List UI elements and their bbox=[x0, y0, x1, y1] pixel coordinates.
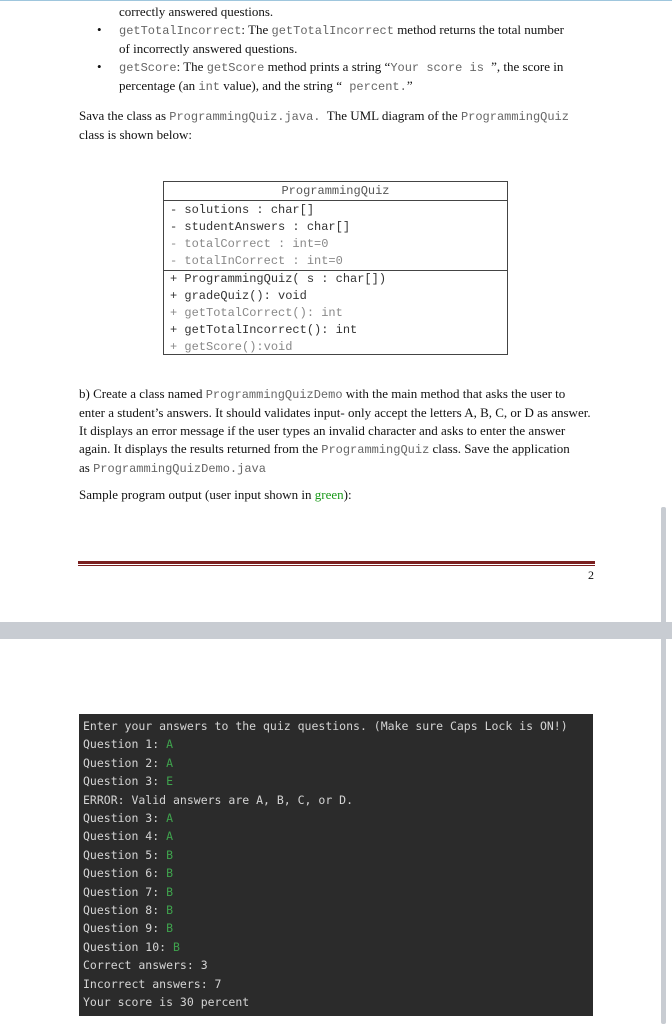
uml-method: + ProgrammingQuiz( s : char[]) bbox=[170, 272, 387, 286]
bullet-text: ” bbox=[406, 78, 413, 93]
bullet-text: method returns the total number bbox=[393, 22, 564, 37]
user-input: A bbox=[166, 737, 174, 752]
console-line bbox=[83, 956, 208, 974]
console-text: Question 10: bbox=[83, 939, 174, 954]
para-text: as bbox=[79, 460, 94, 475]
console-text: Question 3: bbox=[83, 774, 167, 789]
scrollbar[interactable] bbox=[661, 507, 666, 1024]
footer-rule-thin bbox=[78, 565, 595, 566]
save-paragraph bbox=[79, 107, 594, 144]
console-text: Question 3: bbox=[83, 811, 167, 825]
para-text: again. It displays the results returned from the bbox=[79, 441, 322, 456]
top-border bbox=[0, 0, 672, 1]
para-text: The UML diagram of the bbox=[320, 108, 461, 123]
user-input: B bbox=[166, 903, 174, 917]
console-line bbox=[83, 975, 221, 993]
para-text: with the main method that asks the user to bbox=[342, 386, 566, 401]
para-text: Sample program output (user input shown in bbox=[79, 487, 315, 502]
bullet-text: of incorrectly answered questions. bbox=[119, 41, 298, 56]
code-literal: int bbox=[198, 80, 220, 94]
console-text: Question 9: bbox=[83, 921, 167, 936]
console-line bbox=[83, 717, 568, 735]
bullet-get-total-incorrect bbox=[119, 21, 594, 58]
console-text: Question 5: bbox=[83, 847, 167, 862]
user-input: A bbox=[166, 811, 174, 825]
console-line bbox=[83, 901, 173, 919]
uml-method: + getScore():void bbox=[170, 340, 293, 354]
uml-method: + getTotalIncorrect(): int bbox=[170, 323, 358, 337]
page-number: 2 bbox=[588, 568, 594, 582]
class-name: ProgrammingQuiz bbox=[321, 443, 430, 457]
method-name: getScore bbox=[119, 61, 177, 75]
intro-line: correctly answered questions. bbox=[119, 4, 274, 19]
file-name: ProgrammingQuizDemo.java bbox=[93, 462, 266, 476]
green-word: green bbox=[314, 487, 344, 502]
bullet-dot: • bbox=[97, 22, 102, 37]
uml-methods bbox=[164, 271, 507, 356]
console-text: Question 2: bbox=[83, 755, 167, 770]
code-literal: Your score is bbox=[390, 61, 492, 75]
part-b-paragraph bbox=[79, 385, 594, 478]
para-text: class is shown below: bbox=[79, 127, 193, 142]
user-input: A bbox=[166, 755, 174, 770]
uml-method: + getTotalCorrect(): int bbox=[170, 306, 343, 320]
console-text: Correct answers: 3 bbox=[83, 958, 208, 973]
para-text: enter a student’s answers. It should validates input- only accept the letters A, B, C, or D as answer. bbox=[79, 405, 591, 420]
console-output bbox=[79, 714, 593, 1016]
sample-output-label bbox=[79, 486, 594, 504]
uml-diagram bbox=[163, 181, 508, 355]
uml-method: + gradeQuiz(): void bbox=[170, 289, 307, 303]
console-line bbox=[83, 827, 173, 845]
user-input: B bbox=[166, 921, 174, 936]
console-line bbox=[83, 883, 173, 901]
para-text: class. Save the application bbox=[429, 441, 570, 456]
para-text: b) Create a class named bbox=[79, 386, 206, 401]
para-text: It displays an error message if the user types an invalid character and asks to enter the answer bbox=[79, 423, 566, 438]
console-text: Enter your answers to the quiz questions. (Make sure Caps Lock is ON!) bbox=[83, 719, 568, 733]
user-input: B bbox=[173, 939, 180, 954]
user-input: A bbox=[166, 829, 174, 844]
uml-attributes bbox=[164, 201, 507, 271]
user-input: B bbox=[166, 884, 174, 899]
uml-attribute: - totalInCorrect : int=0 bbox=[170, 254, 343, 268]
console-line bbox=[83, 791, 353, 809]
console-line bbox=[83, 735, 173, 753]
console-text: Incorrect answers: 7 bbox=[83, 976, 222, 991]
console-text: Your score is 30 percent bbox=[83, 995, 250, 1009]
console-line bbox=[83, 809, 173, 827]
user-input: E bbox=[166, 774, 174, 789]
bullet-dot: • bbox=[97, 59, 102, 74]
bullet-text: ”, the score in bbox=[491, 59, 564, 74]
method-name: getTotalIncorrect bbox=[119, 24, 242, 38]
para-text: ): bbox=[343, 487, 352, 502]
class-name: ProgrammingQuizDemo bbox=[205, 388, 343, 402]
console-line bbox=[83, 864, 173, 882]
bullet-get-score bbox=[119, 58, 594, 96]
bullet-text: method prints a string “ bbox=[264, 59, 391, 74]
console-line bbox=[83, 846, 173, 864]
user-input: B bbox=[166, 866, 174, 881]
console-line bbox=[83, 993, 249, 1011]
console-text: Question 8: bbox=[83, 903, 167, 917]
bullet-text: : The bbox=[176, 59, 207, 74]
console-line bbox=[83, 919, 173, 937]
method-name: getScore bbox=[206, 61, 265, 75]
console-text: Question 1: bbox=[83, 737, 167, 752]
footer-rule bbox=[78, 561, 595, 564]
console-line bbox=[83, 772, 173, 790]
uml-attribute: - solutions : char[] bbox=[170, 203, 315, 217]
class-name: ProgrammingQuiz bbox=[460, 110, 569, 124]
console-line bbox=[83, 754, 173, 772]
uml-attribute: - totalCorrect : int=0 bbox=[170, 237, 329, 251]
user-input: B bbox=[166, 847, 174, 862]
console-line bbox=[83, 938, 180, 956]
console-text: ERROR: Valid answers are A, B, C, or D. bbox=[83, 792, 354, 807]
uml-attribute: - studentAnswers : char[] bbox=[170, 220, 351, 234]
console-text: Question 4: bbox=[83, 829, 167, 844]
bullet-text: : The bbox=[241, 22, 272, 37]
method-name: getTotalIncorrect bbox=[271, 24, 394, 38]
bullet-text: value), and the string “ bbox=[220, 78, 343, 93]
file-name: ProgrammingQuiz.java. bbox=[169, 110, 321, 124]
bullet-text: percentage (an bbox=[119, 78, 199, 93]
page-gap bbox=[0, 622, 672, 639]
code-literal: percent. bbox=[342, 80, 407, 94]
console-text: Question 6: bbox=[83, 866, 167, 881]
para-text: Sava the class as bbox=[79, 108, 170, 123]
uml-class-name: ProgrammingQuiz bbox=[164, 182, 507, 201]
console-text: Question 7: bbox=[83, 884, 167, 899]
